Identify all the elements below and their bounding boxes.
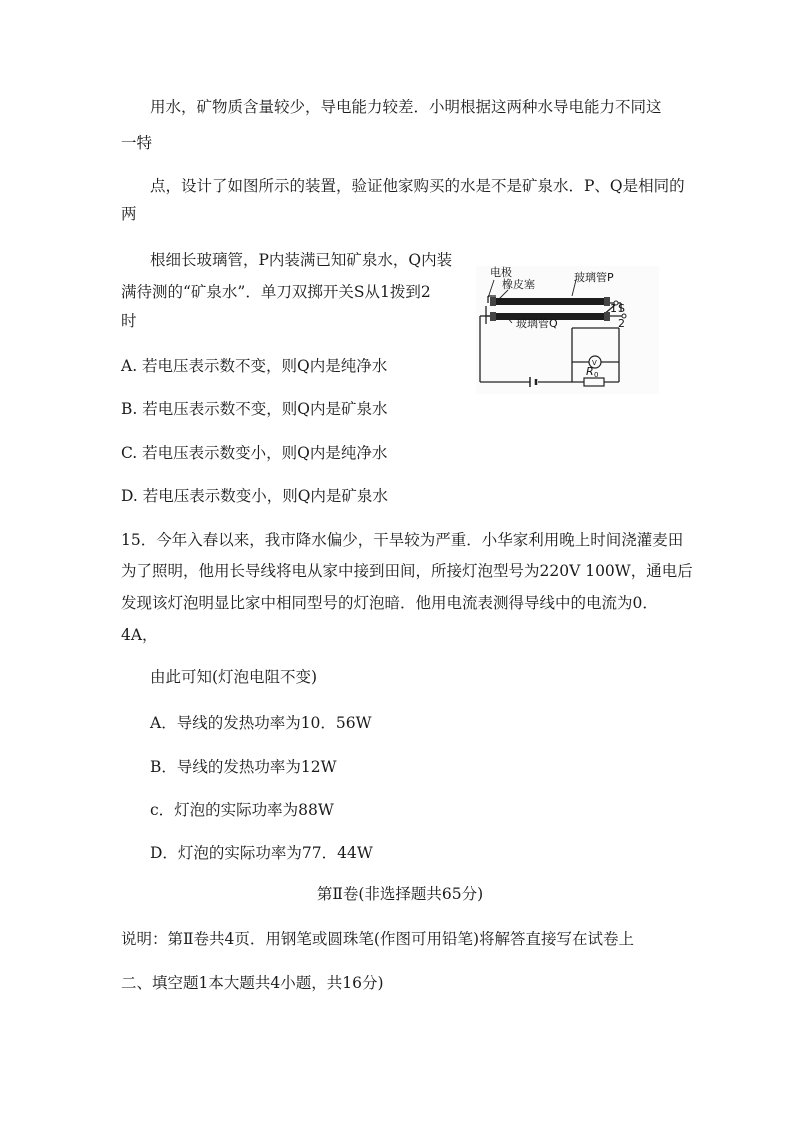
glass-tube-p (494, 298, 606, 305)
q14-intro-line: 两 (121, 205, 137, 223)
circuit-diagram-svg (476, 266, 659, 394)
q14-intro-line: 一特 (121, 134, 153, 152)
label-resistor: R (586, 365, 594, 378)
q14-intro-line: 时 (121, 312, 137, 330)
q14-option-d: D. 若电压表示数变小，则Q内是矿泉水 (121, 487, 388, 505)
label-switch-s: S (618, 302, 625, 315)
q14-intro-line: 用水，矿物质含量较少，导电能力较差．小明根据这两种水导电能力不同这 (150, 98, 662, 116)
q14-option-a: A. 若电压表示数不变，则Q内是纯净水 (121, 357, 388, 375)
q15-stem-line: 15．今年入春以来，我市降水偏少，干旱较为严重．小华家利用晚上时间浇灌麦田 (121, 531, 684, 549)
circuit-diagram (476, 266, 659, 394)
q14-option-c: C. 若电压表示数变小，则Q内是纯净水 (121, 444, 388, 462)
label-resistor-subscript: 0 (594, 371, 599, 379)
q14-intro-line: 根细长玻璃管，P内装满已知矿泉水，Q内装 (150, 251, 453, 269)
q14-intro-line: 满待测的“矿泉水”．单刀双掷开关S从1拨到2 (121, 283, 431, 301)
label-electrode: 电极 (490, 266, 512, 279)
section-heading: 二、填空题1本大题共4小题，共16分) (121, 974, 384, 992)
q15-stem-line: 由此可知(灯泡电阻不变) (150, 668, 318, 686)
label-tube-q: 玻璃管Q (516, 317, 558, 330)
label-tube-p: 玻璃管P (574, 271, 614, 284)
section-note: 说明：第Ⅱ卷共4页．用钢笔或圆珠笔(作图可用铅笔)将解答直接写在试卷上 (121, 930, 634, 948)
q15-option-a: A．导线的发热功率为10．56W (150, 714, 372, 732)
label-switch-1: 1 (610, 302, 617, 315)
q15-option-d: D．灯泡的实际功率为77．44W (150, 844, 373, 862)
q15-option-b: B．导线的发热功率为12W (150, 758, 337, 776)
q15-stem-line: 为了照明，他用长导线将电从家中接到田间，所接灯泡型号为220V 100W，通电后 (121, 562, 693, 580)
label-switch-2: 2 (618, 317, 625, 330)
q15-stem-line: 4A， (121, 626, 158, 644)
section-title: 第Ⅱ卷(非选择题共65分) (316, 885, 484, 903)
q15-stem-line: 发现该灯泡明显比家中相同型号的灯泡暗．他用电流表测得导线中的电流为0． (121, 594, 658, 612)
q15-option-c: c．灯泡的实际功率为88W (150, 801, 334, 819)
label-voltmeter: V (592, 359, 597, 367)
q14-option-b: B. 若电压表示数不变，则Q内是矿泉水 (121, 400, 388, 418)
q14-intro-line: 点，设计了如图所示的装置，验证他家购买的水是不是矿泉水．P、Q是相同的 (150, 177, 685, 195)
label-rubber-stopper: 橡皮塞 (502, 278, 535, 291)
resistor-r0 (584, 378, 604, 386)
